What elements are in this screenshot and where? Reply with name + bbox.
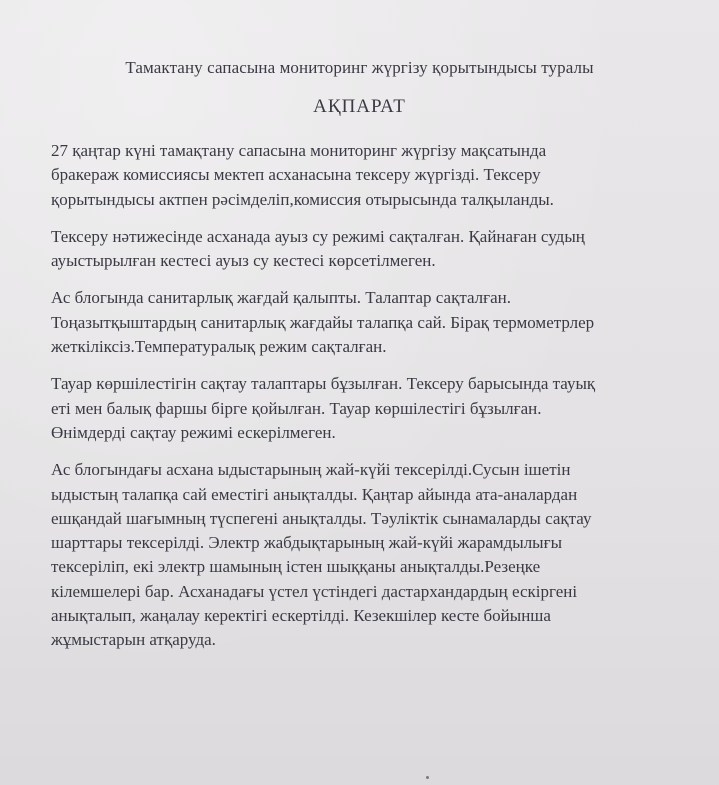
text-line: Тоңазытқыштардың санитарлық жағдайы талапқа сай. Бірақ термометрлер (51, 312, 595, 332)
paragraph (51, 372, 711, 445)
text-line: шарттары тексерілді. Электр жабдықтарының жай-күйі жарамдылығы (51, 533, 562, 553)
text-line: қорытындысы актпен рәсімделіп,комиссия отырысында талқыланды. (51, 189, 554, 209)
paragraph (51, 139, 711, 212)
paragraph (51, 286, 711, 359)
document-title: Тамактану сапасына мониторинг жүргізу қорытындысы туралы (125, 58, 594, 77)
paper-speck (426, 776, 429, 779)
document-body (51, 139, 711, 666)
text-line: жеткіліксіз.Температуралық режим сақталған. (51, 337, 387, 357)
text-line: Өнімдерді сақтау режимі ескерілмеген. (51, 422, 336, 442)
text-line: жұмыстарын атқаруда. (51, 630, 216, 650)
text-line: ыдыстың талапқа сай еместігі анықталды. Қаңтар айында ата-аналардан (51, 484, 578, 504)
text-line: Ас блогындағы асхана ыдыстарының жай-күйі тексерілді.Сусын ішетін (51, 460, 571, 480)
text-line: 27 қаңтар күні тамақтану сапасына мониторинг жүргізу мақсатында (51, 141, 547, 160)
text-line: еті мен балық фаршы бірге қойылған. Тауар көршілестігі бұзылған. (51, 398, 542, 418)
text-line: Ас блогында санитарлық жағдай қалыпты. Талаптар сақталған. (51, 288, 512, 308)
document-heading: АҚПАРАТ (313, 96, 406, 117)
paragraph (51, 225, 711, 274)
text-line: тексеріліп, екі электр шамының істен шыққаны анықталды.Резеңке (51, 557, 541, 577)
text-line: ауыстырылған кестесі ауыз су кестесі көрсетілмеген. (51, 251, 436, 271)
text-line: кілемшелері бар. Асханадағы үстел үстіндегі дастархандардың ескіргені (51, 581, 578, 601)
text-line: бракераж комиссиясы мектеп асханасына тексеру жүргізді. Тексеру (51, 165, 541, 185)
text-line: анықталып, жаңалау керектігі ескертілді. Кезекшілер кесте бойынша (51, 606, 551, 626)
text-line: ешқандай шағымның түспегені анықталды. Тәуліктік сынамаларды сақтау (51, 508, 592, 528)
paragraph (51, 458, 711, 652)
text-line: Тауар көршілестігін сақтау талаптары бұзылған. Тексеру барысында тауық (51, 374, 596, 394)
text-line: Тексеру нәтижесінде асханада ауыз су режимі сақталған. Қайнаған судың (51, 226, 585, 246)
